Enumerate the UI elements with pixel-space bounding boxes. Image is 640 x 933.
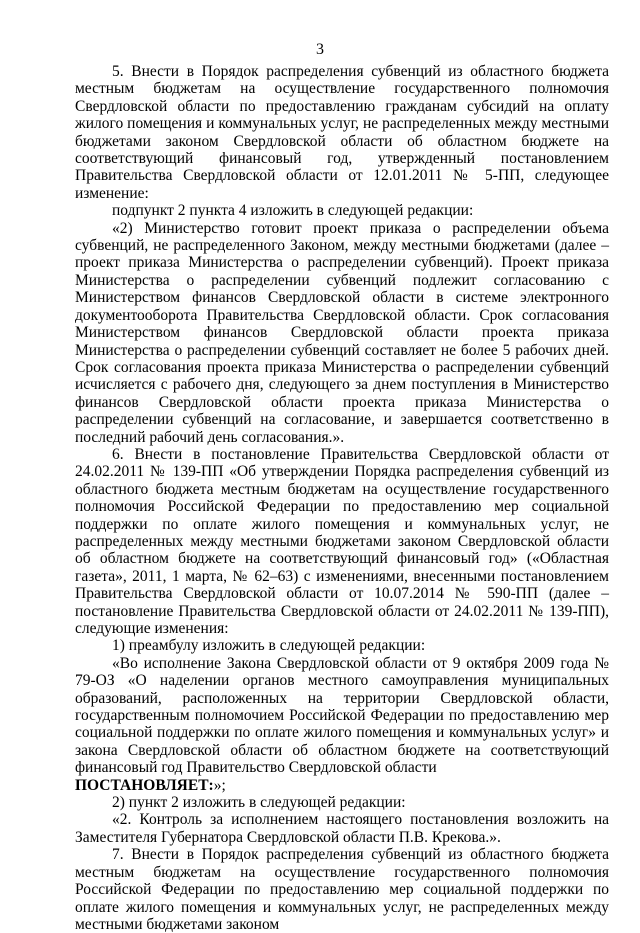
paragraph-point-2-text: «2. Контроль за исполнением настоящего постановления возложить на Заместителя Губернатора Свердловской области П.В. Крекова.». — [75, 811, 609, 846]
paragraph-point-2-intro: 2) пункт 2 изложить в следующей редакции: — [112, 794, 406, 812]
paragraph-item-6: 6. Внести в постановление Правительства Свердловской области от 24.02.2011 № 139-ПП «Об утверждении Порядка распределения субвенций из областного бюджета местным бюджетам на осуществление государственного полномочия Российской Федерации по предоставлению мер социальной поддержки по оплате жилого помещения и коммунальных услуг, не распределенных между местными бюджетами законом Свердловской области об областном бюджете на соответствующий финансовый год» («Областная газета», 2011, 1 марта, № 62–63) с изменениями, внесенными постановлением Правительства Свердловской области от 10.07.2014 № 590-ПП (далее – постановление Правительства Свердловской области от 24.02.2011 № 139-ПП), следующие изменения: — [75, 445, 609, 637]
paragraph-subpoint-text: «2) Министерство готовит проект приказа о распределении объема субвенций, не распределенного Законом, между местными бюджетами (далее – проект приказа Министерства о распределении субвенций). Проект приказа Министерства о распределении субвенций подлежит согласованию с Министерством финансов Свердловской области в системе электронного документооборота Правительства Свердловской области. Срок согласования Министерством финансов Свердловской области проекта приказа Министерства о распределении субвенций составляет не более 5 рабочих дней. Срок согласования проекта приказа Министерства о распределении субвенций исчисляется с рабочего дня, следующего за днем поступления в Министерство финансов Свердловской области проекта приказа Министерства о распределении субвенций на согласование, и завершается соответственно в последний рабочий день согласования.». — [75, 219, 609, 446]
paragraph-subpoint-intro: подпункт 2 пункта 4 изложить в следующей редакции: — [112, 202, 474, 220]
paragraph-preamble-text: «Во исполнение Закона Свердловской области от 9 октября 2009 года № 79-ОЗ «О наделении органов местного самоуправления муниципальных образований, расположенных на территории Свердловской области, государственным полномочием Российской Федерации по предоставлению мер социальной поддержки по оплате жилого помещения и коммунальных услуг» и закона Свердловской области об областном бюджете на соответствующий финансовый год Правительство Свердловской области — [75, 654, 609, 777]
paragraph-postanovlyaet — [75, 777, 609, 794]
paragraph-item-5: 5. Внести в Порядок распределения субвенций из областного бюджета местным бюджетам на осуществление государственного полномочия Свердловской области по предоставлению гражданам субсидий на оплату жилого помещения и коммунальных услуг, не распределенных между местными бюджетами законом Свердловской области об областном бюджете на соответствующий финансовый год, утвержденный постановлением Правительства Свердловской области от 12.01.2011 № 5-ПП, следующее изменение: — [75, 63, 609, 202]
paragraph-preamble-intro: 1) преамбулу изложить в следующей редакции: — [112, 637, 426, 655]
page-number: 3 — [316, 41, 324, 58]
postanovlyaet-tail: »; — [213, 776, 226, 794]
paragraph-item-7: 7. Внести в Порядок распределения субвенций из областного бюджета местным бюджетам на осуществление государственного полномочия Российской Федерации по предоставлению мер социальной поддержки по оплате жилого помещения и коммунальных услуг, не распределенных между местными бюджетами законом — [75, 846, 609, 933]
document-body — [75, 63, 609, 933]
postanovlyaet-word: ПОСТАНОВЛЯЕТ: — [75, 776, 214, 794]
